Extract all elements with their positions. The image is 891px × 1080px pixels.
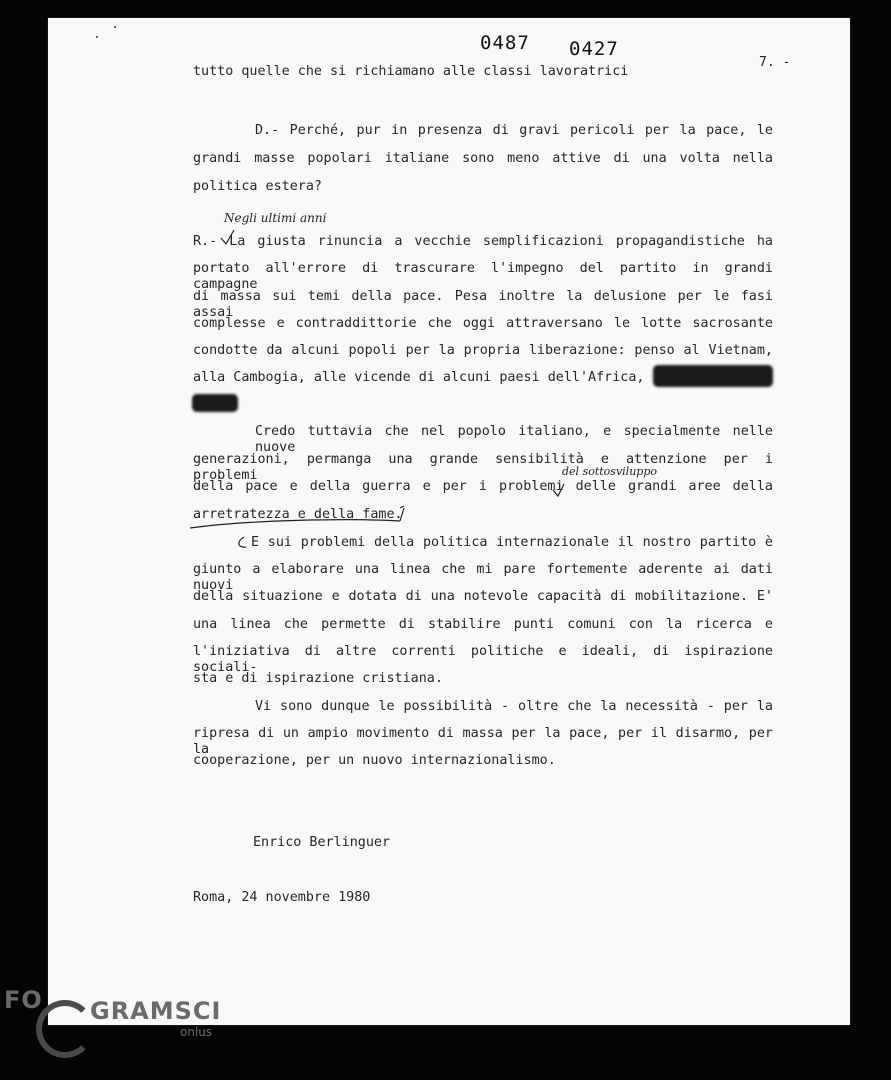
text-line: della situazione e dotata di una notevole capacità di mobilitazione. E': [193, 589, 773, 604]
handwritten-insert: Negli ultimi anni: [224, 211, 327, 225]
text-line: generazioni, permanga una grande sensibilità e attenzione per i problemi: [193, 452, 773, 483]
archive-stamp-1: 0487: [480, 32, 530, 54]
handwritten-insert: del sottosviluppo: [562, 465, 657, 478]
text-line: cooperazione, per un nuovo internazionalismo.: [193, 753, 556, 768]
foundation-watermark: [0, 980, 240, 1080]
archive-stamp-2: 0427: [569, 38, 619, 60]
page-number: 7. -: [759, 55, 791, 70]
document-page: [48, 18, 850, 1025]
text-line: grandi masse popolari italiane sono meno attive di una volta nella: [193, 151, 773, 166]
text-line: di massa sui temi della pace. Pesa inoltre la delusione per le fasi assai: [193, 289, 773, 320]
signature: Enrico Berlinguer: [253, 835, 391, 850]
handwritten-marks: [48, 18, 850, 1025]
text-line: portato all'errore di trascurare l'impegno del partito in grandi campagne: [193, 261, 773, 292]
text-line: D.- Perché, pur in presenza di gravi pericoli per la pace, le: [255, 123, 773, 138]
watermark-suffix: onlus: [180, 1025, 213, 1039]
text-line: E sui problemi della politica internazionale il nostro partito è: [251, 535, 773, 550]
text-line: R.- La giusta rinuncia a vecchie semplificazioni propagandistiche ha: [193, 234, 773, 249]
text-line: l'iniziativa di altre correnti politiche e ideali, di ispirazione sociali-: [193, 644, 773, 675]
place-date: Roma, 24 novembre 1980: [193, 890, 371, 905]
text-line: una linea che permette di stabilire punti comuni con la ricerca e: [193, 617, 773, 632]
text-line: della pace e della guerra e per i problemi delle grandi aree della: [193, 479, 773, 494]
watermark-logo-icon: [36, 1000, 94, 1058]
text-line: Vi sono dunque le possibilità - oltre che la necessità - per la: [255, 699, 773, 714]
text-line: arretratezza e della fame.: [193, 507, 403, 522]
text-line: sta e di ispirazione cristiana.: [193, 671, 443, 686]
watermark-name: GRAMSCI: [90, 997, 222, 1025]
text-line: politica estera?: [193, 179, 322, 194]
text-line: giunto a elaborare una linea che mi pare fortemente aderente ai dati nuovi: [193, 562, 773, 593]
text-line: complesse e contraddittorie che oggi attraversano le lotte sacrosante: [193, 316, 773, 331]
text-line: condotte da alcuni popoli per la propria liberazione: penso al Vietnam,: [193, 343, 773, 358]
watermark-fo: FO: [4, 986, 43, 1014]
text-line: ripresa di un ampio movimento di massa per la pace, per il disarmo, per la: [193, 726, 773, 757]
text-line: alla Cambogia, alle vicende di alcuni paesi dell'Africa,: [193, 370, 645, 385]
text-line: Credo tuttavia che nel popolo italiano, e specialmente nelle nuove: [255, 424, 773, 455]
text-line: tutto quelle che si richiamano alle classi lavoratrici: [193, 64, 629, 79]
